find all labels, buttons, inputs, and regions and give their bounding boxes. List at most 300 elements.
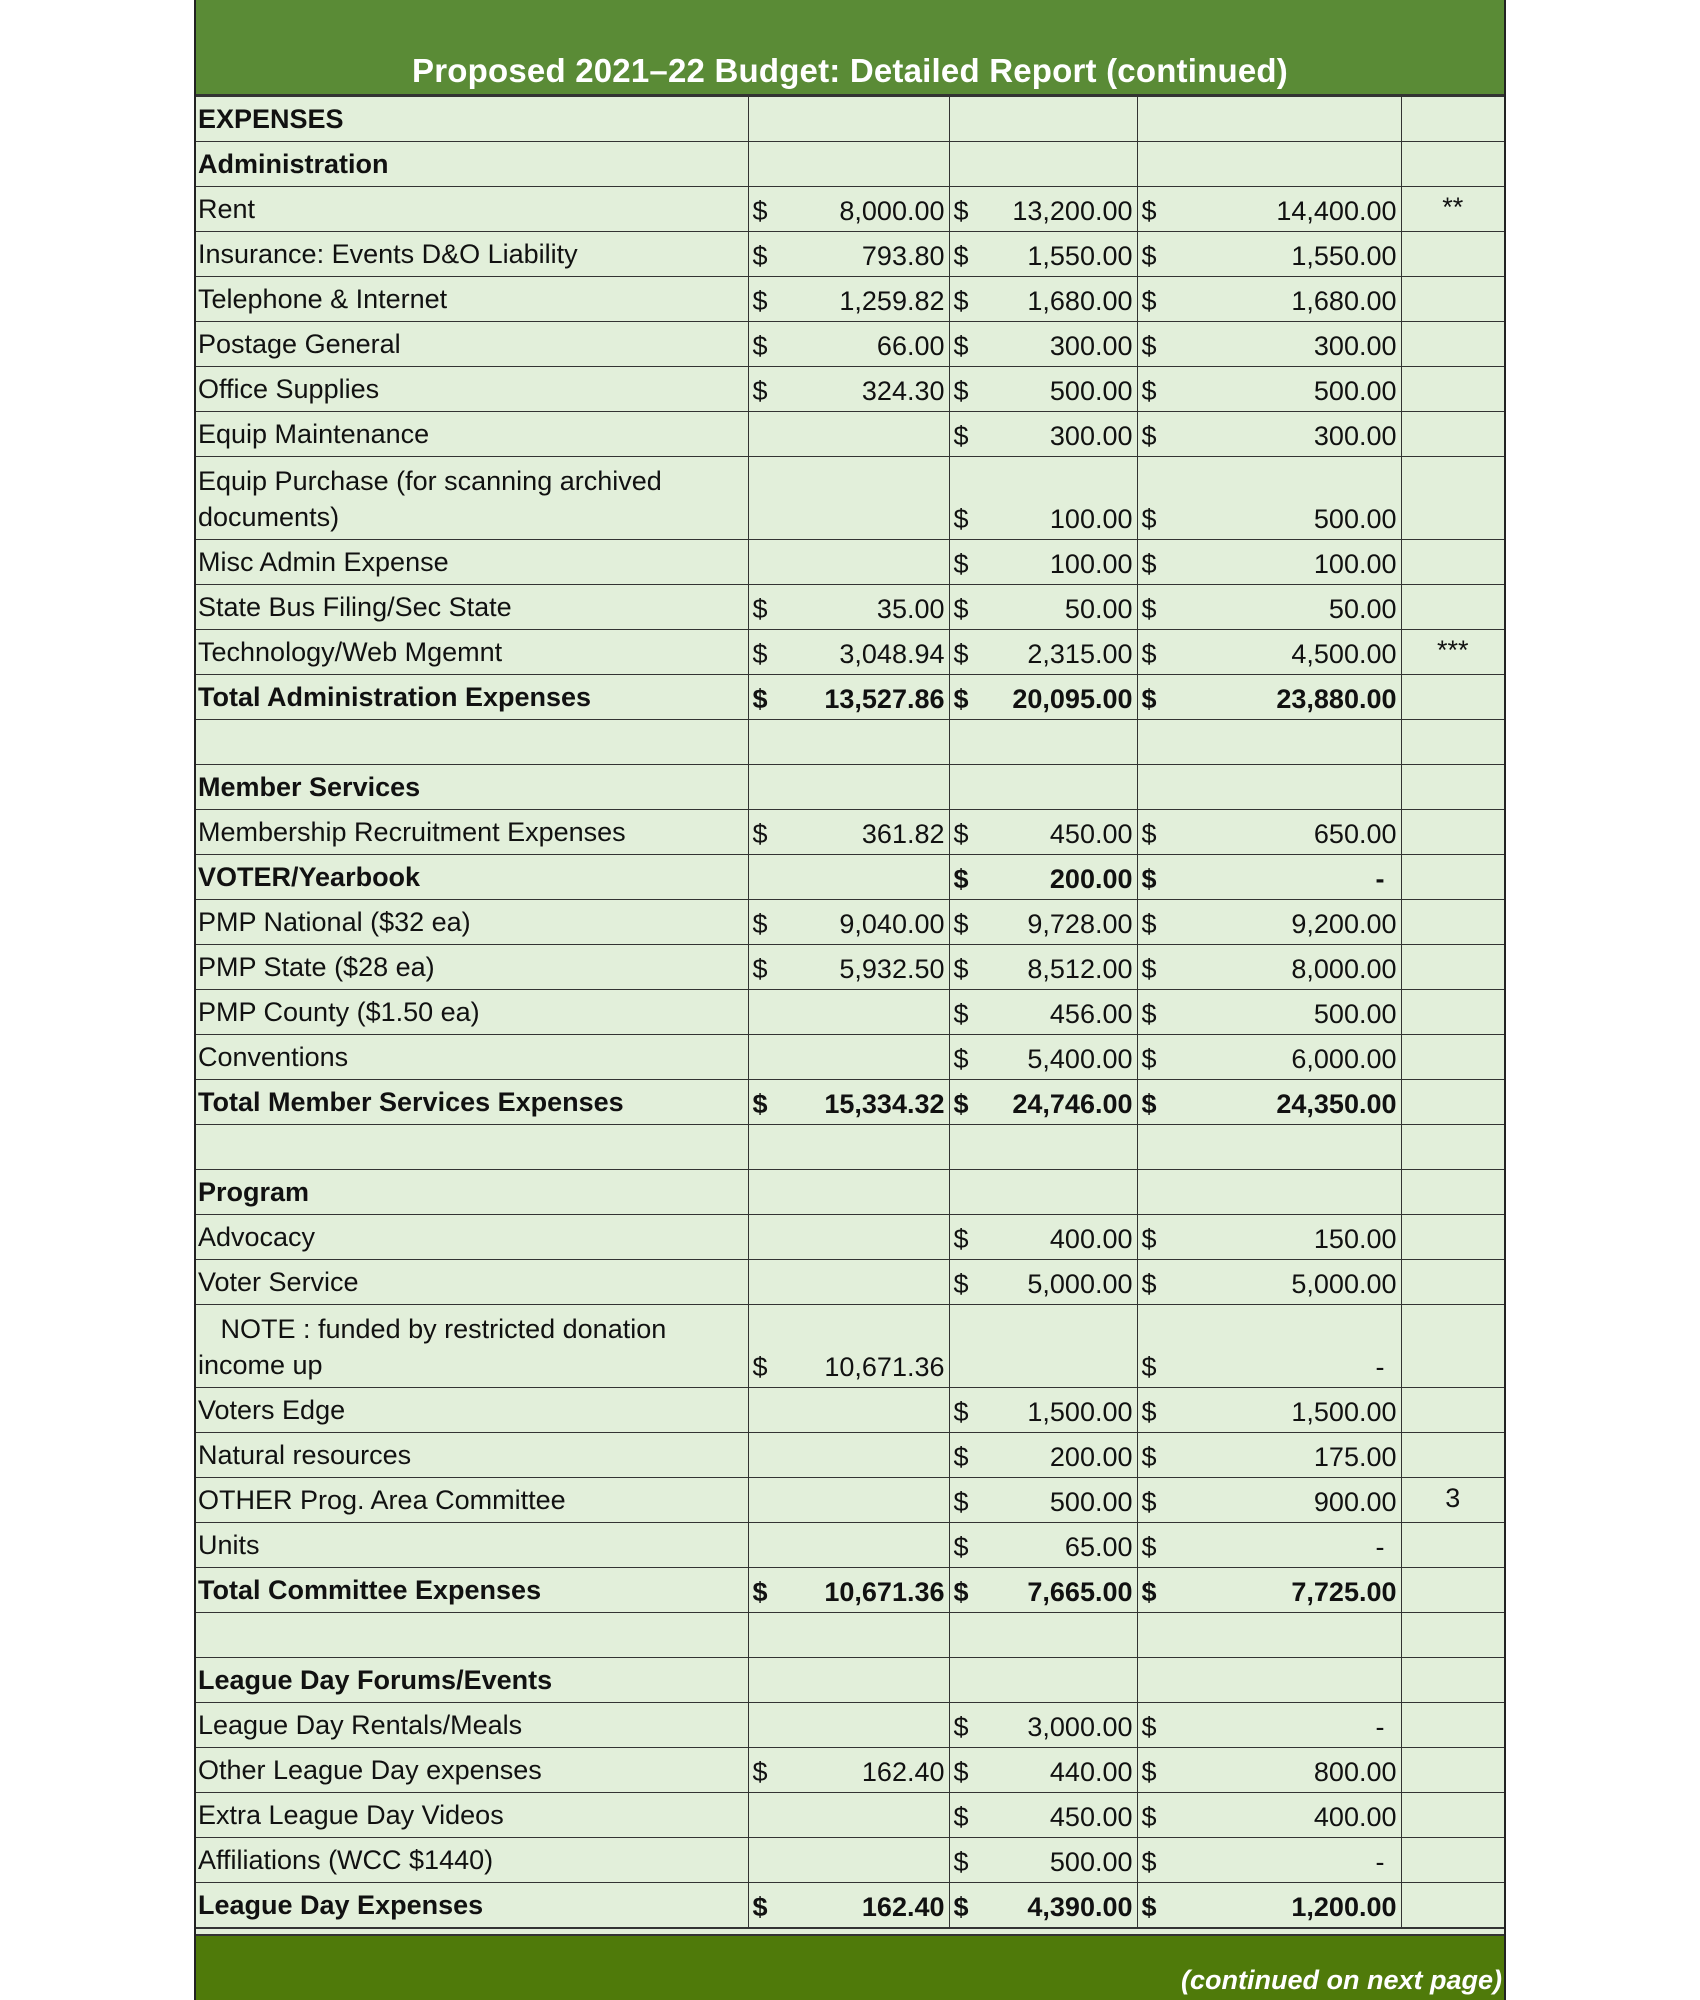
amount-value: 6,000.00 — [1291, 1044, 1397, 1074]
row-label: Member Services — [196, 765, 748, 810]
amount-value: 650.00 — [1313, 819, 1397, 849]
note-marker: ** — [1401, 187, 1504, 232]
currency-symbol: $ — [953, 909, 969, 939]
amount-cell-a — [748, 1703, 949, 1748]
amount-value: 50.00 — [1328, 594, 1397, 624]
currency-symbol: $ — [953, 684, 969, 714]
note-marker — [1401, 1035, 1504, 1080]
amount-cell-b — [949, 187, 1137, 232]
amount-cell-b — [949, 1838, 1137, 1883]
amount-cell-c — [1137, 322, 1401, 367]
amount-cell-a — [748, 412, 949, 457]
note-marker — [1401, 1838, 1504, 1883]
amount-cell-c — [1137, 457, 1401, 540]
table-row — [196, 277, 1504, 322]
amount-value: 8,000.00 — [1291, 954, 1397, 984]
note-marker — [1401, 322, 1504, 367]
row-label: League Day Expenses — [196, 1883, 748, 1928]
amount-cell-c — [1137, 900, 1401, 945]
table-row — [196, 1125, 1504, 1170]
amount-cell-a — [748, 1883, 949, 1928]
currency-symbol: $ — [1141, 1802, 1157, 1832]
budget-table — [196, 96, 1504, 1929]
amount-cell-a — [748, 855, 949, 900]
amount-cell-a — [748, 1748, 949, 1793]
amount-cell-c — [1137, 1523, 1401, 1568]
amount-value: 150.00 — [1313, 1224, 1397, 1254]
amount-cell-a — [748, 1170, 949, 1215]
amount-cell-b — [949, 540, 1137, 585]
budget-sheet — [194, 0, 1506, 2000]
table-row — [196, 810, 1504, 855]
amount-value: 175.00 — [1313, 1442, 1397, 1472]
amount-cell-b — [949, 232, 1137, 277]
amount-cell-a — [748, 1838, 949, 1883]
currency-symbol: $ — [1141, 421, 1157, 451]
currency-symbol: $ — [1141, 819, 1157, 849]
amount-value: 35.00 — [876, 594, 945, 624]
currency-symbol: $ — [1141, 1044, 1157, 1074]
currency-symbol: $ — [752, 1352, 768, 1382]
amount-value: 1,680.00 — [1027, 286, 1133, 316]
amount-value: 1,550.00 — [1027, 241, 1133, 271]
amount-value: 13,200.00 — [1012, 196, 1133, 226]
row-label: League Day Rentals/Meals — [196, 1703, 748, 1748]
table-row — [196, 855, 1504, 900]
amount-value: 9,728.00 — [1027, 909, 1133, 939]
amount-value: 15,334.32 — [824, 1089, 945, 1119]
table-row — [196, 585, 1504, 630]
amount-value: 9,200.00 — [1291, 909, 1397, 939]
row-label: Misc Admin Expense — [196, 540, 748, 585]
currency-symbol: $ — [1141, 1352, 1157, 1382]
amount-cell-c — [1137, 1388, 1401, 1433]
amount-value: - — [1375, 1352, 1385, 1382]
amount-value: 1,500.00 — [1027, 1397, 1133, 1427]
amount-cell-c — [1137, 1838, 1401, 1883]
amount-cell-b — [949, 457, 1137, 540]
amount-value: 450.00 — [1049, 819, 1133, 849]
currency-symbol: $ — [1141, 1089, 1157, 1119]
currency-symbol: $ — [752, 331, 768, 361]
currency-symbol: $ — [1141, 1397, 1157, 1427]
amount-value: 66.00 — [876, 331, 945, 361]
row-label: Office Supplies — [196, 367, 748, 412]
amount-value: 450.00 — [1049, 1802, 1133, 1832]
amount-cell-c — [1137, 585, 1401, 630]
table-row — [196, 1568, 1504, 1613]
amount-cell-c — [1137, 1080, 1401, 1125]
currency-symbol: $ — [953, 1089, 969, 1119]
row-label: OTHER Prog. Area Committee — [196, 1478, 748, 1523]
table-row — [196, 187, 1504, 232]
note-marker — [1401, 1260, 1504, 1305]
note-marker — [1401, 810, 1504, 855]
note-marker — [1401, 232, 1504, 277]
amount-cell-c — [1137, 412, 1401, 457]
amount-cell-b — [949, 900, 1137, 945]
currency-symbol: $ — [752, 1891, 768, 1922]
row-label: Voter Service — [196, 1260, 748, 1305]
note-marker — [1401, 277, 1504, 322]
amount-cell-b — [949, 630, 1137, 675]
note-marker — [1401, 1080, 1504, 1125]
note-marker — [1401, 1748, 1504, 1793]
row-label: Voters Edge — [196, 1388, 748, 1433]
currency-symbol: $ — [752, 1577, 768, 1607]
row-label — [196, 1125, 748, 1170]
currency-symbol: $ — [953, 639, 969, 669]
amount-value: 3,048.94 — [839, 639, 945, 669]
amount-value: 7,665.00 — [1027, 1577, 1133, 1607]
amount-cell-c — [1137, 1793, 1401, 1838]
note-marker — [1401, 1388, 1504, 1433]
amount-cell-b — [949, 1883, 1137, 1928]
amount-cell-a — [748, 1523, 949, 1568]
table-row — [196, 1260, 1504, 1305]
row-label — [196, 1613, 748, 1658]
row-label: Total Administration Expenses — [196, 675, 748, 720]
amount-cell-b — [949, 1305, 1137, 1388]
currency-symbol: $ — [1141, 1757, 1157, 1787]
note-marker — [1401, 97, 1504, 142]
note-marker — [1401, 945, 1504, 990]
amount-cell-b — [949, 367, 1137, 412]
currency-symbol: $ — [752, 1757, 768, 1787]
note-marker — [1401, 1568, 1504, 1613]
table-row — [196, 945, 1504, 990]
row-label: Advocacy — [196, 1215, 748, 1260]
amount-cell-c — [1137, 720, 1401, 765]
note-marker — [1401, 1523, 1504, 1568]
amount-cell-c — [1137, 277, 1401, 322]
amount-value: 23,880.00 — [1276, 684, 1397, 714]
currency-symbol: $ — [1141, 999, 1157, 1029]
amount-value: 14,400.00 — [1276, 196, 1397, 226]
currency-symbol: $ — [953, 1577, 969, 1607]
amount-value: 13,527.86 — [824, 684, 945, 714]
amount-value: 3,000.00 — [1027, 1712, 1133, 1742]
amount-value: 400.00 — [1049, 1224, 1133, 1254]
amount-cell-b — [949, 1260, 1137, 1305]
table-row — [196, 1748, 1504, 1793]
currency-symbol: $ — [752, 196, 768, 226]
currency-symbol: $ — [752, 241, 768, 271]
amount-cell-a — [748, 1478, 949, 1523]
amount-cell-a — [748, 457, 949, 540]
amount-cell-b — [949, 1433, 1137, 1478]
amount-value: 300.00 — [1313, 421, 1397, 451]
amount-cell-c — [1137, 1478, 1401, 1523]
note-marker — [1401, 900, 1504, 945]
amount-cell-a — [748, 97, 949, 142]
amount-cell-a — [748, 900, 949, 945]
currency-symbol: $ — [1141, 504, 1157, 534]
amount-value: 5,000.00 — [1291, 1269, 1397, 1299]
amount-value: 1,259.82 — [839, 286, 945, 316]
note-marker — [1401, 720, 1504, 765]
amount-cell-c — [1137, 1748, 1401, 1793]
currency-symbol: $ — [1141, 376, 1157, 406]
amount-value: 9,040.00 — [839, 909, 945, 939]
amount-value: 500.00 — [1049, 376, 1133, 406]
amount-cell-a — [748, 1568, 949, 1613]
amount-cell-a — [748, 322, 949, 367]
table-row — [196, 1793, 1504, 1838]
table-row — [196, 720, 1504, 765]
amount-cell-c — [1137, 1260, 1401, 1305]
row-label: Conventions — [196, 1035, 748, 1080]
amount-value: 8,512.00 — [1027, 954, 1133, 984]
amount-cell-a — [748, 142, 949, 187]
amount-cell-c — [1137, 1568, 1401, 1613]
amount-cell-a — [748, 585, 949, 630]
row-label: Rent — [196, 187, 748, 232]
amount-value: 456.00 — [1049, 999, 1133, 1029]
table-row — [196, 1613, 1504, 1658]
note-marker — [1401, 1658, 1504, 1703]
currency-symbol: $ — [1141, 1712, 1157, 1742]
amount-cell-b — [949, 990, 1137, 1035]
amount-value: 162.40 — [861, 1757, 945, 1787]
table-row — [196, 232, 1504, 277]
row-label: Extra League Day Videos — [196, 1793, 748, 1838]
note-marker — [1401, 1170, 1504, 1215]
amount-cell-c — [1137, 1883, 1401, 1928]
currency-symbol: $ — [953, 421, 969, 451]
amount-cell-a — [748, 540, 949, 585]
note-marker — [1401, 540, 1504, 585]
amount-value: 1,680.00 — [1291, 286, 1397, 316]
note-marker — [1401, 990, 1504, 1035]
currency-symbol: $ — [953, 1442, 969, 1472]
amount-cell-b — [949, 97, 1137, 142]
amount-cell-b — [949, 322, 1137, 367]
row-label: Technology/Web Mgemnt — [196, 630, 748, 675]
table-row — [196, 1305, 1504, 1388]
amount-cell-a — [748, 1035, 949, 1080]
amount-value: 200.00 — [1049, 1442, 1133, 1472]
note-marker — [1401, 1793, 1504, 1838]
row-label: PMP County ($1.50 ea) — [196, 990, 748, 1035]
amount-cell-c — [1137, 1170, 1401, 1215]
amount-cell-b — [949, 1478, 1137, 1523]
table-row — [196, 1478, 1504, 1523]
report-title: Proposed 2021–22 Budget: Detailed Report (continued) — [412, 52, 1288, 89]
currency-symbol: $ — [953, 549, 969, 579]
amount-value: 300.00 — [1049, 331, 1133, 361]
row-label: League Day Forums/Events — [196, 1658, 748, 1703]
currency-symbol: $ — [1141, 684, 1157, 714]
amount-value: - — [1375, 1712, 1385, 1742]
amount-cell-a — [748, 990, 949, 1035]
amount-cell-a — [748, 1080, 949, 1125]
currency-symbol: $ — [752, 376, 768, 406]
currency-symbol: $ — [953, 1487, 969, 1517]
amount-cell-b — [949, 277, 1137, 322]
amount-value: 7,725.00 — [1291, 1577, 1397, 1607]
row-label: NOTE : funded by restricted donation income up — [196, 1305, 748, 1388]
currency-symbol: $ — [1141, 954, 1157, 984]
amount-value: 100.00 — [1313, 549, 1397, 579]
amount-value: 300.00 — [1049, 421, 1133, 451]
amount-value: 500.00 — [1313, 504, 1397, 534]
currency-symbol: $ — [953, 1224, 969, 1254]
amount-cell-b — [949, 720, 1137, 765]
table-row — [196, 1080, 1504, 1125]
amount-cell-b — [949, 1523, 1137, 1568]
amount-cell-a — [748, 810, 949, 855]
amount-value: - — [1375, 1847, 1385, 1877]
amount-value: 500.00 — [1049, 1487, 1133, 1517]
currency-symbol: $ — [752, 684, 768, 714]
amount-value: 5,400.00 — [1027, 1044, 1133, 1074]
currency-symbol: $ — [1141, 331, 1157, 361]
table-row — [196, 1838, 1504, 1883]
amount-cell-b — [949, 1215, 1137, 1260]
row-label: State Bus Filing/Sec State — [196, 585, 748, 630]
table-row — [196, 765, 1504, 810]
currency-symbol: $ — [1141, 286, 1157, 316]
amount-value: 300.00 — [1313, 331, 1397, 361]
currency-symbol: $ — [953, 241, 969, 271]
amount-value: 162.40 — [861, 1891, 945, 1922]
note-marker — [1401, 675, 1504, 720]
amount-cell-a — [748, 1388, 949, 1433]
currency-symbol: $ — [953, 1802, 969, 1832]
currency-symbol: $ — [1141, 241, 1157, 271]
currency-symbol: $ — [752, 909, 768, 939]
amount-value: 24,746.00 — [1012, 1089, 1133, 1119]
amount-cell-a — [748, 720, 949, 765]
amount-value: 5,932.50 — [839, 954, 945, 984]
table-row — [196, 322, 1504, 367]
table-row — [196, 1170, 1504, 1215]
table-row — [196, 675, 1504, 720]
currency-symbol: $ — [1141, 196, 1157, 226]
amount-cell-c — [1137, 1035, 1401, 1080]
amount-cell-c — [1137, 765, 1401, 810]
table-row — [196, 1658, 1504, 1703]
note-marker — [1401, 765, 1504, 810]
amount-cell-a — [748, 1658, 949, 1703]
table-row — [196, 367, 1504, 412]
currency-symbol: $ — [953, 196, 969, 226]
row-label: Insurance: Events D&O Liability — [196, 232, 748, 277]
row-label: Administration — [196, 142, 748, 187]
note-marker — [1401, 1125, 1504, 1170]
row-label: Units — [196, 1523, 748, 1568]
amount-cell-a — [748, 630, 949, 675]
row-label: VOTER/Yearbook — [196, 855, 748, 900]
currency-symbol: $ — [1141, 1487, 1157, 1517]
amount-value: 4,390.00 — [1027, 1891, 1133, 1922]
amount-cell-b — [949, 1793, 1137, 1838]
currency-symbol: $ — [1141, 639, 1157, 669]
note-marker: *** — [1401, 630, 1504, 675]
currency-symbol: $ — [953, 1847, 969, 1877]
table-row — [196, 1703, 1504, 1748]
amount-cell-b — [949, 810, 1137, 855]
row-label: PMP National ($32 ea) — [196, 900, 748, 945]
amount-cell-b — [949, 1658, 1137, 1703]
table-row — [196, 1523, 1504, 1568]
title-band — [196, 0, 1504, 96]
table-row — [196, 1433, 1504, 1478]
amount-value: 50.00 — [1064, 594, 1133, 624]
amount-cell-c — [1137, 1215, 1401, 1260]
amount-value: 1,500.00 — [1291, 1397, 1397, 1427]
amount-cell-c — [1137, 1703, 1401, 1748]
currency-symbol: $ — [1141, 1577, 1157, 1607]
note-marker — [1401, 855, 1504, 900]
amount-cell-c — [1137, 97, 1401, 142]
currency-symbol: $ — [752, 1089, 768, 1119]
currency-symbol: $ — [1141, 549, 1157, 579]
amount-cell-b — [949, 855, 1137, 900]
currency-symbol: $ — [1141, 864, 1157, 894]
currency-symbol: $ — [752, 639, 768, 669]
amount-cell-b — [949, 585, 1137, 630]
amount-cell-a — [748, 1433, 949, 1478]
amount-value: 900.00 — [1313, 1487, 1397, 1517]
row-label: EXPENSES — [196, 97, 748, 142]
note-marker — [1401, 367, 1504, 412]
currency-symbol: $ — [953, 1269, 969, 1299]
amount-cell-b — [949, 1080, 1137, 1125]
note-marker — [1401, 1305, 1504, 1388]
amount-value: 200.00 — [1049, 864, 1133, 894]
amount-value: 10,671.36 — [824, 1577, 945, 1607]
table-row — [196, 630, 1504, 675]
currency-symbol: $ — [1141, 1442, 1157, 1472]
amount-cell-b — [949, 1613, 1137, 1658]
amount-cell-c — [1137, 187, 1401, 232]
note-marker — [1401, 1703, 1504, 1748]
amount-cell-a — [748, 277, 949, 322]
table-row — [196, 142, 1504, 187]
row-label: Other League Day expenses — [196, 1748, 748, 1793]
row-label: Postage General — [196, 322, 748, 367]
currency-symbol: $ — [953, 1532, 969, 1562]
table-row — [196, 540, 1504, 585]
currency-symbol: $ — [752, 286, 768, 316]
currency-symbol: $ — [953, 504, 969, 534]
amount-cell-a — [748, 232, 949, 277]
amount-cell-c — [1137, 675, 1401, 720]
currency-symbol: $ — [1141, 1532, 1157, 1562]
amount-value: 10,671.36 — [824, 1352, 945, 1382]
amount-cell-a — [748, 1215, 949, 1260]
amount-cell-a — [748, 367, 949, 412]
table-row — [196, 97, 1504, 142]
amount-cell-b — [949, 1703, 1137, 1748]
amount-cell-c — [1137, 1125, 1401, 1170]
amount-cell-a — [748, 187, 949, 232]
currency-symbol: $ — [953, 376, 969, 406]
amount-cell-c — [1137, 990, 1401, 1035]
amount-value: 324.30 — [861, 376, 945, 406]
row-label: Equip Maintenance — [196, 412, 748, 457]
amount-value: 500.00 — [1313, 376, 1397, 406]
table-row — [196, 1388, 1504, 1433]
row-label: Membership Recruitment Expenses — [196, 810, 748, 855]
amount-value: 400.00 — [1313, 1802, 1397, 1832]
amount-cell-c — [1137, 810, 1401, 855]
table-row — [196, 457, 1504, 540]
amount-cell-a — [748, 1793, 949, 1838]
row-label: Program — [196, 1170, 748, 1215]
